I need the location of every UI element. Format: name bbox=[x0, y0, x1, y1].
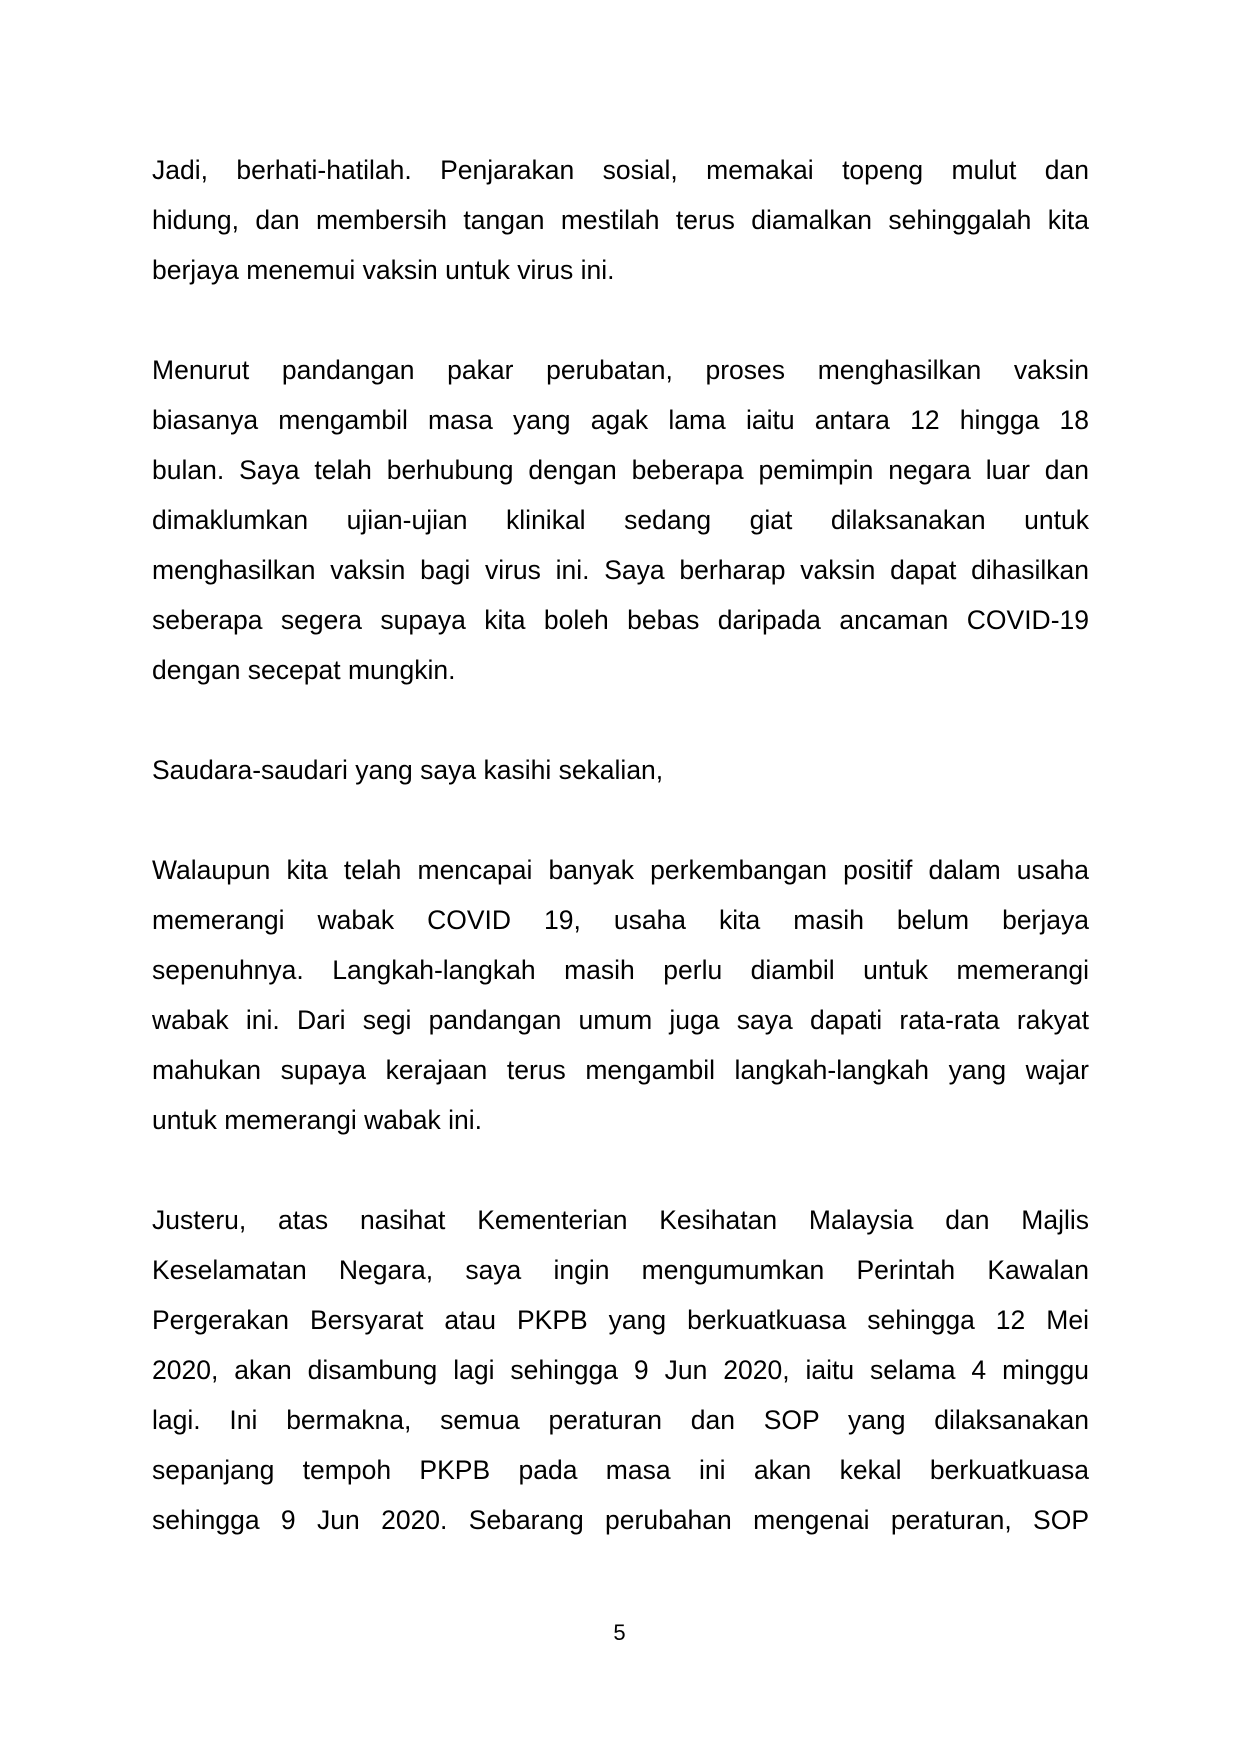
text-line: biasanya mengambil masa yang agak lama iaitu antara 12 hingga 18 bbox=[152, 405, 1089, 435]
salutation bbox=[152, 745, 1089, 795]
text-line: memerangi wabak COVID 19, usaha kita masih belum berjaya bbox=[152, 905, 1089, 935]
text-line: sepanjang tempoh PKPB pada masa ini akan kekal berkuatkuasa bbox=[152, 1455, 1089, 1485]
paragraph-5 bbox=[152, 1195, 1089, 1545]
text-line: Justeru, atas nasihat Kementerian Kesihatan Malaysia dan Majlis bbox=[152, 1205, 1089, 1235]
text-line: menghasilkan vaksin bagi virus ini. Saya berharap vaksin dapat dihasilkan bbox=[152, 555, 1089, 585]
text-line: Jadi, berhati-hatilah. Penjarakan sosial, memakai topeng mulut dan bbox=[152, 155, 1089, 185]
text-line: 2020, akan disambung lagi sehingga 9 Jun 2020, iaitu selama 4 minggu bbox=[152, 1355, 1089, 1385]
text-line: hidung, dan membersih tangan mestilah terus diamalkan sehinggalah kita bbox=[152, 205, 1089, 235]
text-line: mahukan supaya kerajaan terus mengambil langkah-langkah yang wajar bbox=[152, 1055, 1089, 1085]
paragraph-spacer bbox=[152, 295, 1089, 345]
paragraph-spacer bbox=[152, 1145, 1089, 1195]
text-line: seberapa segera supaya kita boleh bebas daripada ancaman COVID-19 bbox=[152, 605, 1089, 635]
paragraph-2 bbox=[152, 345, 1089, 695]
text-line: wabak ini. Dari segi pandangan umum juga saya dapati rata-rata rakyat bbox=[152, 1005, 1089, 1035]
paragraph-spacer bbox=[152, 695, 1089, 745]
text-line: Walaupun kita telah mencapai banyak perkembangan positif dalam usaha bbox=[152, 855, 1089, 885]
text-line: dengan secepat mungkin. bbox=[152, 655, 456, 685]
paragraph-4 bbox=[152, 845, 1089, 1145]
body-text bbox=[152, 145, 1089, 1545]
text-line: Menurut pandangan pakar perubatan, proses menghasilkan vaksin bbox=[152, 355, 1089, 385]
text-line: Pergerakan Bersyarat atau PKPB yang berkuatkuasa sehingga 12 Mei bbox=[152, 1305, 1089, 1335]
page-number: 5 bbox=[613, 1620, 626, 1645]
paragraph-1 bbox=[152, 145, 1089, 295]
text-line: sepenuhnya. Langkah-langkah masih perlu diambil untuk memerangi bbox=[152, 955, 1089, 985]
text-line: berjaya menemui vaksin untuk virus ini. bbox=[152, 255, 615, 285]
text-line: Saudara-saudari yang saya kasihi sekalian, bbox=[152, 755, 664, 785]
text-line: bulan. Saya telah berhubung dengan beberapa pemimpin negara luar dan bbox=[152, 455, 1089, 485]
paragraph-spacer bbox=[152, 795, 1089, 845]
text-line: sehingga 9 Jun 2020. Sebarang perubahan mengenai peraturan, SOP bbox=[152, 1505, 1089, 1535]
text-line: untuk memerangi wabak ini. bbox=[152, 1105, 482, 1135]
text-line: lagi. Ini bermakna, semua peraturan dan SOP yang dilaksanakan bbox=[152, 1405, 1089, 1435]
text-line: dimaklumkan ujian-ujian klinikal sedang giat dilaksanakan untuk bbox=[152, 505, 1089, 535]
text-line: Keselamatan Negara, saya ingin mengumumkan Perintah Kawalan bbox=[152, 1255, 1089, 1285]
